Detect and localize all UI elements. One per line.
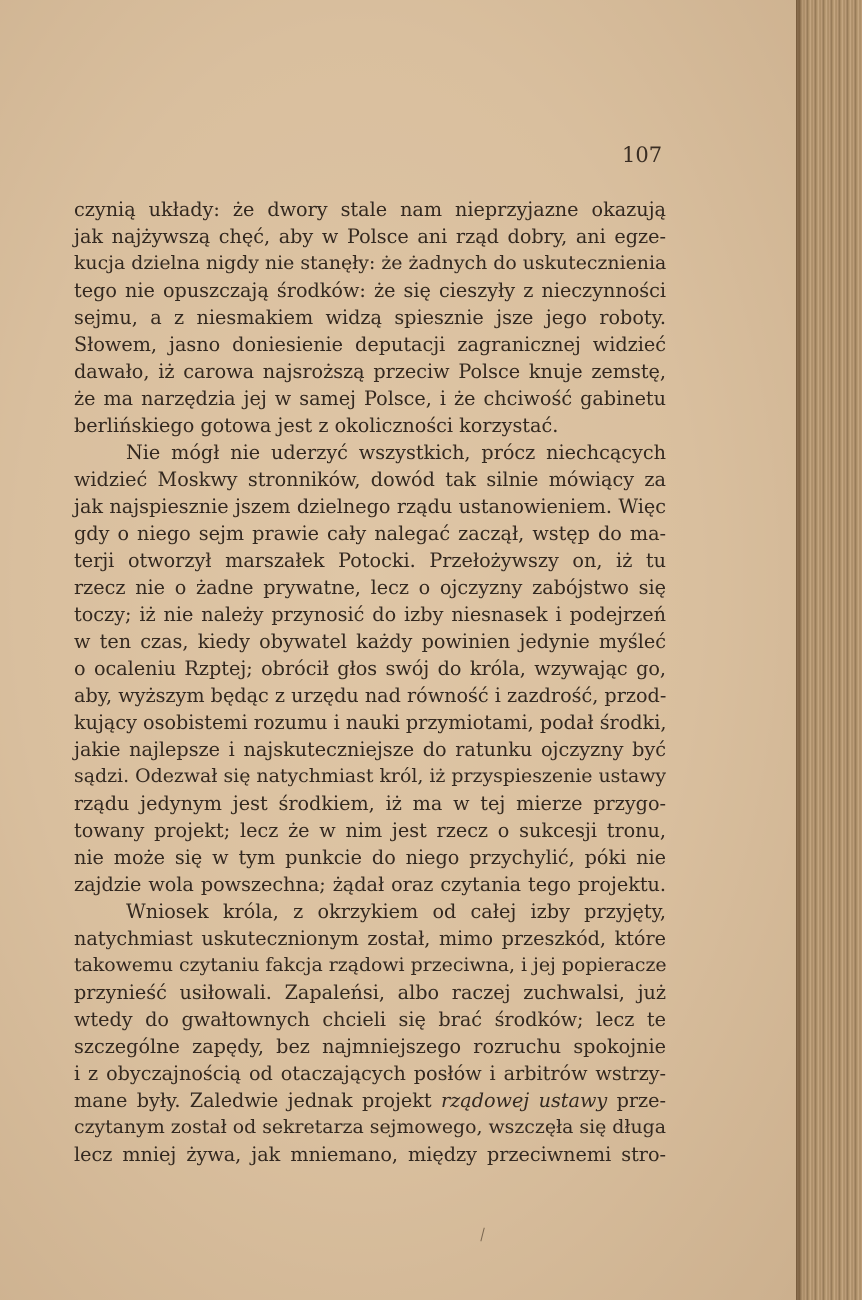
text-line: dawało, iż carowa najsroższą przeciw Polsce knuje zemstę, <box>74 360 666 383</box>
text-line: że ma narzędzia jej w samej Polsce, i że chciwość gabinetu <box>74 387 666 410</box>
text-line: kujący osobistemi rozumu i nauki przymiotami, podał środki, <box>74 711 667 734</box>
text-line: aby, wyższym będąc z urzędu nad równość i zazdrość, przod- <box>74 684 667 707</box>
text-line: terji otworzył marszałek Potocki. Przełożywszy on, iż tu <box>74 549 666 572</box>
text-segment: mane były. Zaledwie jednak projekt <box>74 1089 441 1112</box>
text-line: lecz mniej żywa, jak mniemano, między przeciwnemi stro- <box>74 1143 666 1166</box>
text-line: wtedy do gwałtownych chcieli się brać środków; lecz te <box>74 1008 666 1031</box>
text-line: jak najżywszą chęć, aby w Polsce ani rząd dobry, ani egze- <box>74 225 666 248</box>
text-line: tego nie opuszczają środków: że się cieszyły z nieczynności <box>74 279 666 302</box>
text-line: zajdzie wola powszechna; żądał oraz czytania tego projektu. <box>74 873 666 896</box>
text-line: w ten czas, kiedy obywatel każdy powinien jedynie myśleć <box>74 630 666 653</box>
text-line: Słowem, jasno doniesienie deputacji zagranicznej widzieć <box>74 333 666 356</box>
body-text <box>74 196 666 1168</box>
italic-segment: rządowej ustawy <box>440 1089 608 1112</box>
text-line: widzieć Moskwy stronników, dowód tak silnie mówiący za <box>74 468 666 491</box>
text-line: rządu jedynym jest środkiem, iż ma w tej mierze przygo- <box>74 792 666 815</box>
text-line: towany projekt; lecz że w nim jest rzecz o sukcesji tronu, <box>74 819 666 842</box>
text-line: i z obyczajnością od otaczających posłów i arbitrów wstrzy- <box>74 1062 666 1085</box>
text-line: gdy o niego sejm prawie cały nalegać zaczął, wstęp do ma- <box>74 522 666 545</box>
text-line: berlińskiego gotowa jest z okoliczności korzystać. <box>74 414 559 437</box>
text-line: czynią układy: że dwory stale nam nieprzyjazne okazują <box>74 198 666 221</box>
text-line: Nie mógł nie uderzyć wszystkich, prócz niechcących <box>126 441 666 464</box>
text-line <box>74 1087 666 1114</box>
text-line: takowemu czytaniu fakcja rządowi przeciwna, i jej popieracze <box>74 954 667 976</box>
text-line: szczególne zapędy, bez najmniejszego rozruchu spokojnie <box>74 1035 666 1058</box>
page-stack-edge <box>796 0 862 1300</box>
text-segment: prze- <box>607 1089 666 1112</box>
text-line: natychmiast uskutecznionym został, mimo przeszkód, które <box>74 927 666 950</box>
ink-mark <box>480 1228 488 1243</box>
text-line: rzecz nie o żadne prywatne, lecz o ojczyzny zabójstwo się <box>74 576 666 599</box>
text-line: toczy; iż nie należy przynosić do izby niesnasek i podejrzeń <box>74 603 666 626</box>
text-line: sejmu, a z niesmakiem widzą spiesznie jsze jego roboty. <box>74 306 666 329</box>
text-line: sądzi. Odezwał się natychmiast król, iż przyspieszenie ustawy <box>74 765 667 787</box>
page-number: 107 <box>622 143 663 167</box>
text-line: Wniosek króla, z okrzykiem od całej izby przyjęty, <box>126 900 666 923</box>
text-line: jak najspiesznie jszem dzielnego rządu ustanowieniem. Więc <box>74 495 666 518</box>
text-line: o ocaleniu Rzptej; obrócił głos swój do króla, wzywając go, <box>74 657 666 680</box>
text-line: jakie najlepsze i najskuteczniejsze do ratunku ojczyzny być <box>74 738 666 761</box>
text-line: nie może się w tym punkcie do niego przychylić, póki nie <box>74 846 666 869</box>
text-line: kucja dzielna nigdy nie stanęły: że żadnych do uskutecznienia <box>74 252 667 274</box>
text-line: czytanym został od sekretarza sejmowego, wszczęła się długa <box>74 1116 666 1138</box>
text-line: przynieść usiłowali. Zapaleńsi, albo raczej zuchwalsi, już <box>74 981 666 1004</box>
